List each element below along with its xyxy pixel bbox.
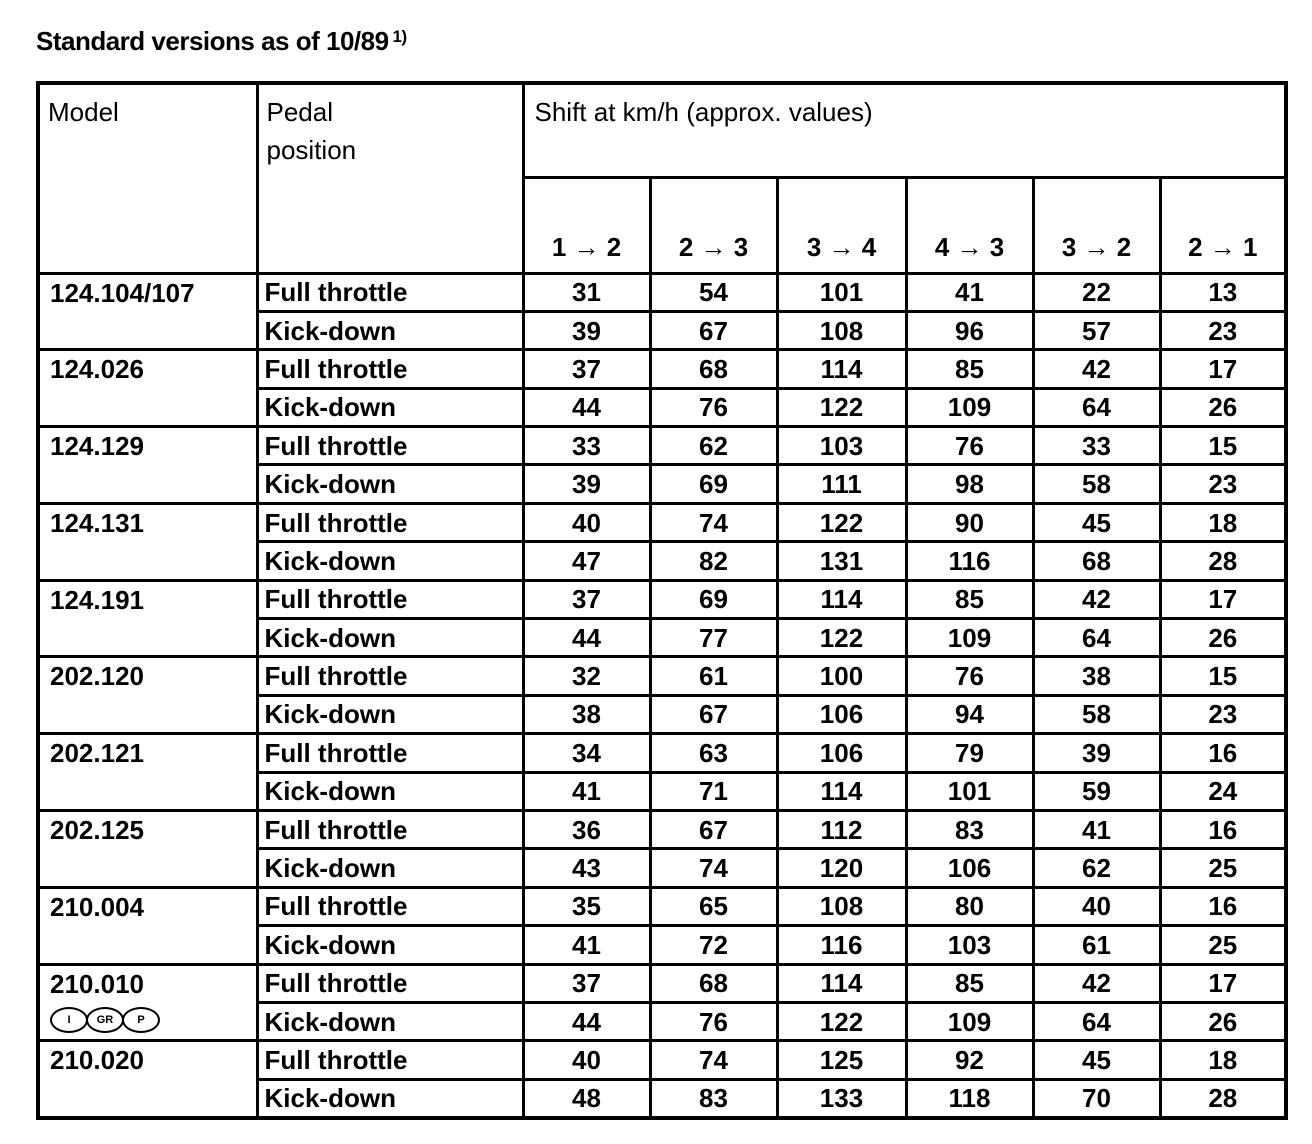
page-title <box>36 26 407 57</box>
shift-speed-cell: 64 <box>1033 1002 1160 1040</box>
model-number: 202.125 <box>50 814 144 845</box>
shift-speed-cell: 106 <box>777 695 906 733</box>
shift-speed-cell: 17 <box>1160 964 1286 1002</box>
pedal-position-cell: Full throttle <box>257 427 523 465</box>
model-cell <box>38 734 257 811</box>
table-row <box>38 1041 1286 1079</box>
pedal-position-cell: Kick-down <box>257 465 523 503</box>
table-row <box>38 810 1286 848</box>
shift-speed-cell: 64 <box>1033 388 1160 426</box>
shift-speed-cell: 70 <box>1033 1079 1160 1117</box>
shift-speed-cell: 71 <box>650 772 777 810</box>
shift-speed-cell: 106 <box>777 734 906 772</box>
shift-speed-cell: 125 <box>777 1041 906 1079</box>
shift-speed-cell: 62 <box>1033 849 1160 887</box>
pedal-position-cell: Kick-down <box>257 772 523 810</box>
shift-speed-cell: 32 <box>523 657 650 695</box>
shift-speed-cell: 67 <box>650 311 777 349</box>
shift-speed-cell: 25 <box>1160 849 1286 887</box>
shift-speed-cell: 28 <box>1160 1079 1286 1117</box>
shift-speed-cell: 43 <box>523 849 650 887</box>
shift-speed-cell: 36 <box>523 810 650 848</box>
shift-speed-cell: 108 <box>777 887 906 925</box>
header-gear-1-2: 1 → 2 <box>523 177 650 273</box>
shift-speed-cell: 40 <box>523 1041 650 1079</box>
shift-speed-cell: 42 <box>1033 580 1160 618</box>
model-number: 202.120 <box>50 661 144 692</box>
shift-speed-cell: 122 <box>777 503 906 541</box>
table-row <box>38 350 1286 388</box>
shift-speed-cell: 15 <box>1160 427 1286 465</box>
header-model: Model <box>38 83 257 273</box>
shift-speed-cell: 24 <box>1160 772 1286 810</box>
shift-speed-cell: 59 <box>1033 772 1160 810</box>
shift-speed-cell: 122 <box>777 388 906 426</box>
shift-speed-cell: 85 <box>906 580 1033 618</box>
shift-speed-cell: 103 <box>777 427 906 465</box>
shift-speed-cell: 114 <box>777 772 906 810</box>
model-cell <box>38 810 257 887</box>
shift-speed-cell: 112 <box>777 810 906 848</box>
shift-speed-cell: 74 <box>650 503 777 541</box>
shift-speed-cell: 109 <box>906 388 1033 426</box>
shift-speed-cell: 76 <box>650 388 777 426</box>
shift-speed-cell: 17 <box>1160 580 1286 618</box>
pedal-position-cell: Kick-down <box>257 1002 523 1040</box>
shift-speed-cell: 18 <box>1160 503 1286 541</box>
pedal-position-cell: Kick-down <box>257 542 523 580</box>
shift-speed-cell: 63 <box>650 734 777 772</box>
shift-speed-cell: 44 <box>523 619 650 657</box>
shift-speed-cell: 96 <box>906 311 1033 349</box>
header-gear-3-2: 3 → 2 <box>1033 177 1160 273</box>
shift-speed-cell: 41 <box>523 772 650 810</box>
pedal-position-cell: Kick-down <box>257 849 523 887</box>
shift-speed-cell: 31 <box>523 273 650 311</box>
shift-speed-cell: 40 <box>523 503 650 541</box>
shift-speed-cell: 58 <box>1033 465 1160 503</box>
shift-speed-cell: 101 <box>906 772 1033 810</box>
shift-speed-cell: 120 <box>777 849 906 887</box>
header-gear-4-3: 4 → 3 <box>906 177 1033 273</box>
shift-speed-cell: 133 <box>777 1079 906 1117</box>
model-number: 124.129 <box>50 431 144 462</box>
model-number: 202.121 <box>50 738 144 769</box>
pedal-position-cell: Full throttle <box>257 657 523 695</box>
shift-speed-cell: 57 <box>1033 311 1160 349</box>
shift-speed-cell: 33 <box>1033 427 1160 465</box>
pedal-position-cell: Full throttle <box>257 503 523 541</box>
pedal-position-cell: Kick-down <box>257 695 523 733</box>
shift-speed-cell: 58 <box>1033 695 1160 733</box>
shift-speed-cell: 74 <box>650 849 777 887</box>
model-cell <box>38 503 257 580</box>
pedal-position-cell: Full throttle <box>257 350 523 388</box>
shift-speed-cell: 26 <box>1160 619 1286 657</box>
shift-speed-cell: 109 <box>906 1002 1033 1040</box>
shift-speed-cell: 85 <box>906 350 1033 388</box>
shift-speed-cell: 42 <box>1033 964 1160 1002</box>
shift-speed-cell: 77 <box>650 619 777 657</box>
shift-speed-cell: 37 <box>523 580 650 618</box>
model-number: 124.131 <box>50 507 144 538</box>
shift-speed-cell: 76 <box>650 1002 777 1040</box>
shift-speed-cell: 111 <box>777 465 906 503</box>
shift-speed-cell: 83 <box>650 1079 777 1117</box>
shift-speed-cell: 22 <box>1033 273 1160 311</box>
table-row <box>38 964 1286 1002</box>
shift-speed-cell: 16 <box>1160 887 1286 925</box>
shift-speed-cell: 61 <box>1033 926 1160 964</box>
table-row <box>38 657 1286 695</box>
shift-speed-cell: 35 <box>523 887 650 925</box>
shift-speed-cell: 26 <box>1160 1002 1286 1040</box>
shift-speed-cell: 13 <box>1160 273 1286 311</box>
shift-speed-cell: 69 <box>650 465 777 503</box>
shift-speed-cell: 114 <box>777 580 906 618</box>
model-cell <box>38 964 257 1041</box>
shift-speed-cell: 68 <box>650 350 777 388</box>
shift-speed-cell: 103 <box>906 926 1033 964</box>
pedal-position-cell: Full throttle <box>257 964 523 1002</box>
shift-speed-cell: 34 <box>523 734 650 772</box>
shift-table <box>36 81 1288 1120</box>
shift-speed-cell: 116 <box>906 542 1033 580</box>
model-cell <box>38 350 257 427</box>
shift-speed-cell: 74 <box>650 1041 777 1079</box>
shift-speed-cell: 79 <box>906 734 1033 772</box>
shift-speed-cell: 41 <box>523 926 650 964</box>
country-badge: I <box>50 1007 88 1033</box>
shift-speed-cell: 90 <box>906 503 1033 541</box>
shift-speed-cell: 80 <box>906 887 1033 925</box>
shift-speed-cell: 100 <box>777 657 906 695</box>
shift-speed-cell: 67 <box>650 695 777 733</box>
shift-speed-cell: 94 <box>906 695 1033 733</box>
shift-speed-cell: 114 <box>777 350 906 388</box>
shift-speed-cell: 39 <box>523 465 650 503</box>
shift-speed-cell: 48 <box>523 1079 650 1117</box>
shift-speed-cell: 122 <box>777 1002 906 1040</box>
pedal-position-cell: Full throttle <box>257 1041 523 1079</box>
model-number: 210.004 <box>50 891 144 922</box>
shift-speed-cell: 62 <box>650 427 777 465</box>
model-cell <box>38 657 257 734</box>
shift-speed-cell: 109 <box>906 619 1033 657</box>
shift-speed-cell: 67 <box>650 810 777 848</box>
shift-speed-cell: 98 <box>906 465 1033 503</box>
shift-speed-cell: 92 <box>906 1041 1033 1079</box>
shift-speed-cell: 17 <box>1160 350 1286 388</box>
header-shift: Shift at km/h (approx. values) <box>523 83 1286 177</box>
header-pedal-line1: Pedal <box>266 97 333 127</box>
shift-speed-cell: 82 <box>650 542 777 580</box>
shift-speed-cell: 76 <box>906 657 1033 695</box>
shift-speed-cell: 28 <box>1160 542 1286 580</box>
header-gear-3-4: 3 → 4 <box>777 177 906 273</box>
table-row <box>38 887 1286 925</box>
table-body <box>38 273 1286 1118</box>
shift-speed-cell: 41 <box>1033 810 1160 848</box>
country-badge: P <box>122 1007 160 1033</box>
country-badge: GR <box>86 1007 124 1033</box>
title-text: Standard versions as of 10/89 <box>36 26 389 56</box>
shift-speed-cell: 131 <box>777 542 906 580</box>
shift-speed-cell: 44 <box>523 388 650 426</box>
shift-speed-cell: 33 <box>523 427 650 465</box>
model-cell <box>38 273 257 350</box>
shift-speed-cell: 23 <box>1160 311 1286 349</box>
shift-speed-cell: 69 <box>650 580 777 618</box>
shift-speed-cell: 38 <box>523 695 650 733</box>
model-cell <box>38 1041 257 1118</box>
table-row <box>38 503 1286 541</box>
shift-speed-cell: 83 <box>906 810 1033 848</box>
header-gear-2-1: 2 → 1 <box>1160 177 1286 273</box>
model-number: 124.026 <box>50 354 144 385</box>
shift-speed-cell: 64 <box>1033 619 1160 657</box>
shift-speed-cell: 108 <box>777 311 906 349</box>
model-cell <box>38 427 257 504</box>
pedal-position-cell: Full throttle <box>257 810 523 848</box>
shift-speed-cell: 26 <box>1160 388 1286 426</box>
shift-speed-cell: 23 <box>1160 695 1286 733</box>
shift-speed-cell: 18 <box>1160 1041 1286 1079</box>
pedal-position-cell: Kick-down <box>257 1079 523 1117</box>
header-gear-2-3: 2 → 3 <box>650 177 777 273</box>
shift-speed-cell: 118 <box>906 1079 1033 1117</box>
pedal-position-cell: Kick-down <box>257 311 523 349</box>
shift-speed-cell: 68 <box>650 964 777 1002</box>
header-pedal-line2: position <box>266 135 357 165</box>
pedal-position-cell: Full throttle <box>257 887 523 925</box>
model-number: 124.191 <box>50 584 144 615</box>
shift-speed-cell: 25 <box>1160 926 1286 964</box>
shift-speed-cell: 61 <box>650 657 777 695</box>
shift-speed-cell: 47 <box>523 542 650 580</box>
model-cell <box>38 887 257 964</box>
pedal-position-cell: Full throttle <box>257 734 523 772</box>
model-number: 210.010 <box>50 968 144 999</box>
model-number: 210.020 <box>50 1045 144 1076</box>
table-row <box>38 580 1286 618</box>
shift-speed-cell: 122 <box>777 619 906 657</box>
pedal-position-cell: Full throttle <box>257 580 523 618</box>
shift-speed-cell: 38 <box>1033 657 1160 695</box>
shift-speed-cell: 16 <box>1160 810 1286 848</box>
shift-speed-cell: 76 <box>906 427 1033 465</box>
shift-speed-cell: 37 <box>523 964 650 1002</box>
model-cell <box>38 580 257 657</box>
shift-speed-cell: 16 <box>1160 734 1286 772</box>
shift-speed-cell: 68 <box>1033 542 1160 580</box>
pedal-position-cell: Full throttle <box>257 273 523 311</box>
shift-speed-cell: 54 <box>650 273 777 311</box>
pedal-position-cell: Kick-down <box>257 926 523 964</box>
shift-speed-cell: 42 <box>1033 350 1160 388</box>
shift-speed-cell: 45 <box>1033 503 1160 541</box>
table-row <box>38 273 1286 311</box>
shift-speed-cell: 44 <box>523 1002 650 1040</box>
shift-speed-cell: 23 <box>1160 465 1286 503</box>
pedal-position-cell: Kick-down <box>257 388 523 426</box>
pedal-position-cell: Kick-down <box>257 619 523 657</box>
header-pedal-position <box>257 83 523 273</box>
title-footnote: 1) <box>392 27 407 46</box>
shift-speed-cell: 39 <box>1033 734 1160 772</box>
shift-speed-cell: 45 <box>1033 1041 1160 1079</box>
shift-speed-cell: 41 <box>906 273 1033 311</box>
shift-speed-cell: 101 <box>777 273 906 311</box>
model-number: 124.104/107 <box>50 277 195 308</box>
table-row <box>38 734 1286 772</box>
shift-speed-cell: 15 <box>1160 657 1286 695</box>
shift-speed-cell: 85 <box>906 964 1033 1002</box>
shift-speed-cell: 37 <box>523 350 650 388</box>
shift-speed-cell: 106 <box>906 849 1033 887</box>
shift-speed-cell: 114 <box>777 964 906 1002</box>
shift-speed-cell: 39 <box>523 311 650 349</box>
shift-speed-cell: 116 <box>777 926 906 964</box>
shift-speed-cell: 40 <box>1033 887 1160 925</box>
table-row <box>38 427 1286 465</box>
country-badges <box>50 1007 248 1033</box>
shift-speed-cell: 65 <box>650 887 777 925</box>
shift-speed-cell: 72 <box>650 926 777 964</box>
